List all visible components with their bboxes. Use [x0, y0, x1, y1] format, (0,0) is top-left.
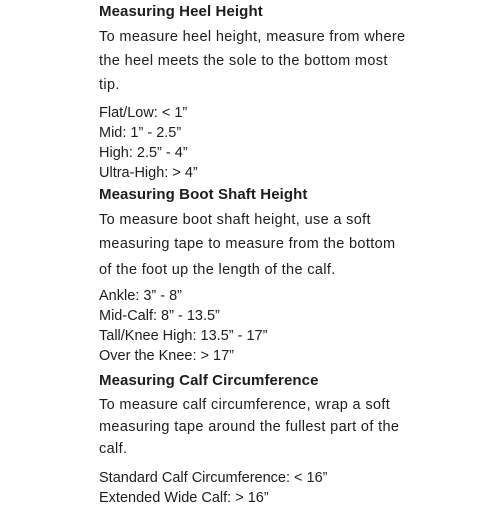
list-item: Flat/Low: < 1” [99, 105, 188, 121]
list-item: Ultra-High: > 4” [99, 165, 198, 181]
paragraph-line: To measure boot shaft height, use a soft [99, 212, 371, 228]
boot-shaft-section [99, 186, 430, 366]
paragraph-line: measuring tape to measure from the bottom [99, 236, 396, 252]
heel-height-section [99, 3, 430, 183]
list-item: Over the Knee: > 17” [99, 348, 235, 364]
paragraph-line: To measure calf circumference, wrap a soft [99, 397, 391, 413]
paragraph-line: tip. [99, 77, 120, 93]
paragraph-line: measuring tape around the fullest part of the [99, 419, 400, 435]
paragraph-line: the heel meets the sole to the bottom most [99, 53, 388, 69]
paragraph-line: calf. [99, 441, 128, 457]
paragraph-line: To measure heel height, measure from where [99, 29, 406, 45]
list-item: Extended Wide Calf: > 16” [99, 490, 269, 506]
heel-height-heading: Measuring Heel Height [99, 3, 263, 20]
list-item: High: 2.5” - 4” [99, 145, 188, 161]
list-item: Mid-Calf: 8” - 13.5” [99, 308, 220, 324]
list-item: Mid: 1” - 2.5” [99, 125, 182, 141]
paragraph-line: of the foot up the length of the calf. [99, 262, 336, 278]
calf-circumference-heading: Measuring Calf Circumference [99, 372, 319, 389]
list-item: Ankle: 3” - 8” [99, 288, 182, 304]
boot-shaft-list [99, 286, 430, 366]
boot-shaft-heading: Measuring Boot Shaft Height [99, 186, 308, 203]
calf-circumference-section [99, 372, 430, 508]
calf-circumference-instructions [99, 394, 430, 460]
calf-circumference-list [99, 468, 430, 508]
heel-height-list [99, 103, 430, 183]
list-item: Standard Calf Circumference: < 16” [99, 470, 328, 486]
heel-height-instructions [99, 25, 430, 97]
boot-shaft-instructions [99, 208, 430, 282]
list-item: Tall/Knee High: 13.5” - 17” [99, 328, 268, 344]
